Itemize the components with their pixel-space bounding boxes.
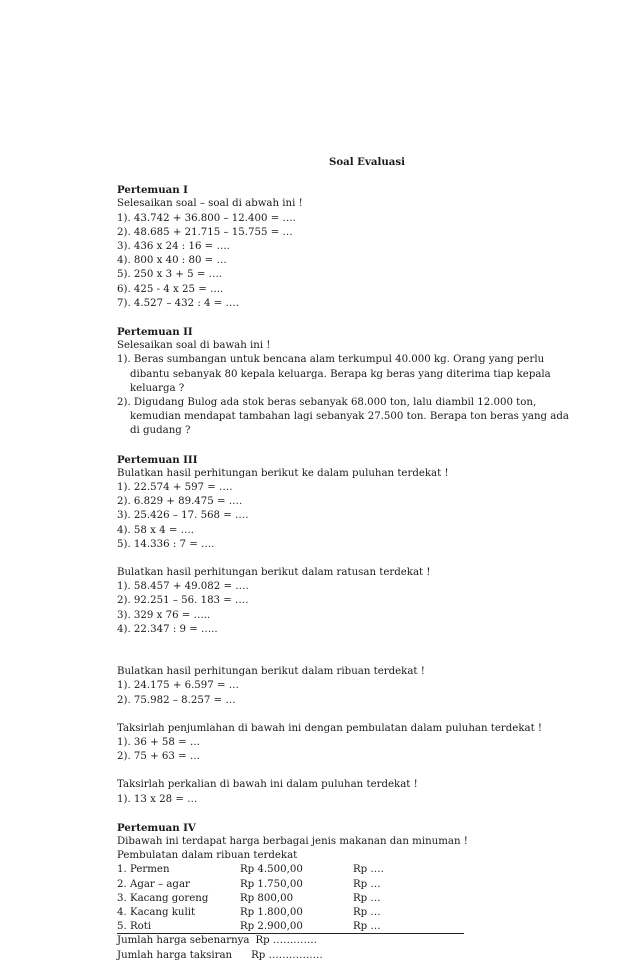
question-item: 5). 14.336 : 7 = …. xyxy=(117,538,215,550)
table-row xyxy=(117,863,463,877)
question-item: 2). 6.829 + 89.475 = …. xyxy=(117,496,243,508)
sub-instruction: Pembulatan dalam ribuan terdekat xyxy=(117,850,298,862)
item-name: 1. Permen xyxy=(117,864,170,876)
item-estimate: Rp …. xyxy=(353,864,384,876)
question-item: 2). 75.982 – 8.257 = … xyxy=(117,694,236,706)
item-price: Rp 2.900,00 xyxy=(240,921,303,933)
question-item: 4). 800 x 40 : 80 = … xyxy=(117,255,227,267)
question-item: 3). 25.426 – 17. 568 = …. xyxy=(117,510,249,522)
document-title: Soal Evaluasi xyxy=(329,156,405,168)
question-item: 6). 425 - 4 x 25 = …. xyxy=(117,283,224,295)
section-pertemuan-4 xyxy=(117,821,577,963)
item-estimate: Rp … xyxy=(353,921,381,933)
item-price: Rp 800,00 xyxy=(240,892,294,904)
section-heading: Pertemuan I xyxy=(117,184,188,197)
item-name: 4. Kacang kulit xyxy=(117,906,196,918)
section-heading: Pertemuan III xyxy=(117,453,198,466)
question-item: 4). 22.347 : 9 = ….. xyxy=(117,623,218,635)
question-item: 2). 75 + 63 = … xyxy=(117,751,201,763)
question-item: 1). 22.574 + 597 = …. xyxy=(117,482,233,494)
instruction: Dibawah ini terdapat harga berbagai jenis makanan dan minuman ! xyxy=(117,835,468,847)
item-estimate: Rp … xyxy=(353,892,381,904)
instruction: Bulatkan hasil perhitungan berikut dalam ribuan terdekat ! xyxy=(117,666,425,678)
question-item: 2). Digudang Bulog ada stok beras sebanyak 68.000 ton, lalu diambil 12.000 ton, kemudian mendapat tambahan lagi sebanyak 27.500 ton. Berapa ton beras yang ada di gudang ? xyxy=(117,397,569,437)
section-heading: Pertemuan II xyxy=(117,326,193,339)
instruction: Taksirlah perkalian di bawah ini dalam puluhan terdekat ! xyxy=(117,779,418,791)
total-estimate-label: Jumlah harga taksiran xyxy=(117,949,233,961)
table-row xyxy=(117,906,463,920)
question-item: 5). 250 x 3 + 5 = …. xyxy=(117,269,223,281)
table-row xyxy=(117,920,463,934)
item-price: Rp 4.500,00 xyxy=(240,864,303,876)
question-item: 1). Beras sumbangan untuk bencana alam terkumpul 40.000 kg. Orang yang perlu dibantu sebanyak 80 kepala keluarga. Berapa kg beras yang diterima tiap kepala keluarga ? xyxy=(117,354,551,394)
section-pertemuan-3 xyxy=(117,453,577,807)
table-row xyxy=(117,878,463,892)
instruction: Bulatkan hasil perhitungan berikut dalam ratusan terdekat ! xyxy=(117,567,431,579)
question-item: 1). 13 x 28 = … xyxy=(117,793,198,805)
item-name: 2. Agar – agar xyxy=(117,878,190,890)
total-actual xyxy=(117,934,577,948)
instruction: Taksirlah penjumlahan di bawah ini dengan pembulatan dalam puluhan terdekat ! xyxy=(117,722,542,734)
question-item: 1). 58.457 + 49.082 = …. xyxy=(117,581,249,593)
total-estimate-value: Rp ……………. xyxy=(251,949,323,961)
item-estimate: Rp … xyxy=(353,906,381,918)
total-actual-value: Rp …………. xyxy=(255,935,317,947)
question-item: 3). 436 x 24 : 16 = …. xyxy=(117,241,230,253)
table-row xyxy=(117,892,463,906)
question-item: 1). 43.742 + 36.800 – 12.400 = …. xyxy=(117,212,296,224)
question-item: 2). 92.251 – 56. 183 = …. xyxy=(117,595,249,607)
section-pertemuan-2 xyxy=(117,325,577,439)
instruction: Selesaikan soal – soal di abwah ini ! xyxy=(117,198,303,210)
section-heading: Pertemuan IV xyxy=(117,821,196,834)
question-item: 7). 4.527 – 432 : 4 = …. xyxy=(117,297,239,309)
total-estimate xyxy=(117,949,577,963)
item-name: 5. Roti xyxy=(117,921,152,933)
item-estimate: Rp … xyxy=(353,878,381,890)
instruction: Selesaikan soal di bawah ini ! xyxy=(117,340,271,352)
question-item: 4). 58 x 4 = …. xyxy=(117,524,195,536)
item-price: Rp 1.800,00 xyxy=(240,906,303,918)
question-item: 2). 48.685 + 21.715 – 15.755 = … xyxy=(117,226,293,238)
question-item: 1). 24.175 + 6.597 = … xyxy=(117,680,239,692)
total-actual-label: Jumlah harga sebenarnya xyxy=(117,935,250,947)
instruction: Bulatkan hasil perhitungan berikut ke dalam puluhan terdekat ! xyxy=(117,467,449,479)
question-item: 1). 36 + 58 = … xyxy=(117,736,201,748)
price-table xyxy=(117,863,463,934)
item-name: 3. Kacang goreng xyxy=(117,892,209,904)
item-price: Rp 1.750,00 xyxy=(240,878,303,890)
section-pertemuan-1 xyxy=(117,183,577,311)
question-item: 3). 329 x 76 = ….. xyxy=(117,609,211,621)
document-page xyxy=(117,155,577,963)
